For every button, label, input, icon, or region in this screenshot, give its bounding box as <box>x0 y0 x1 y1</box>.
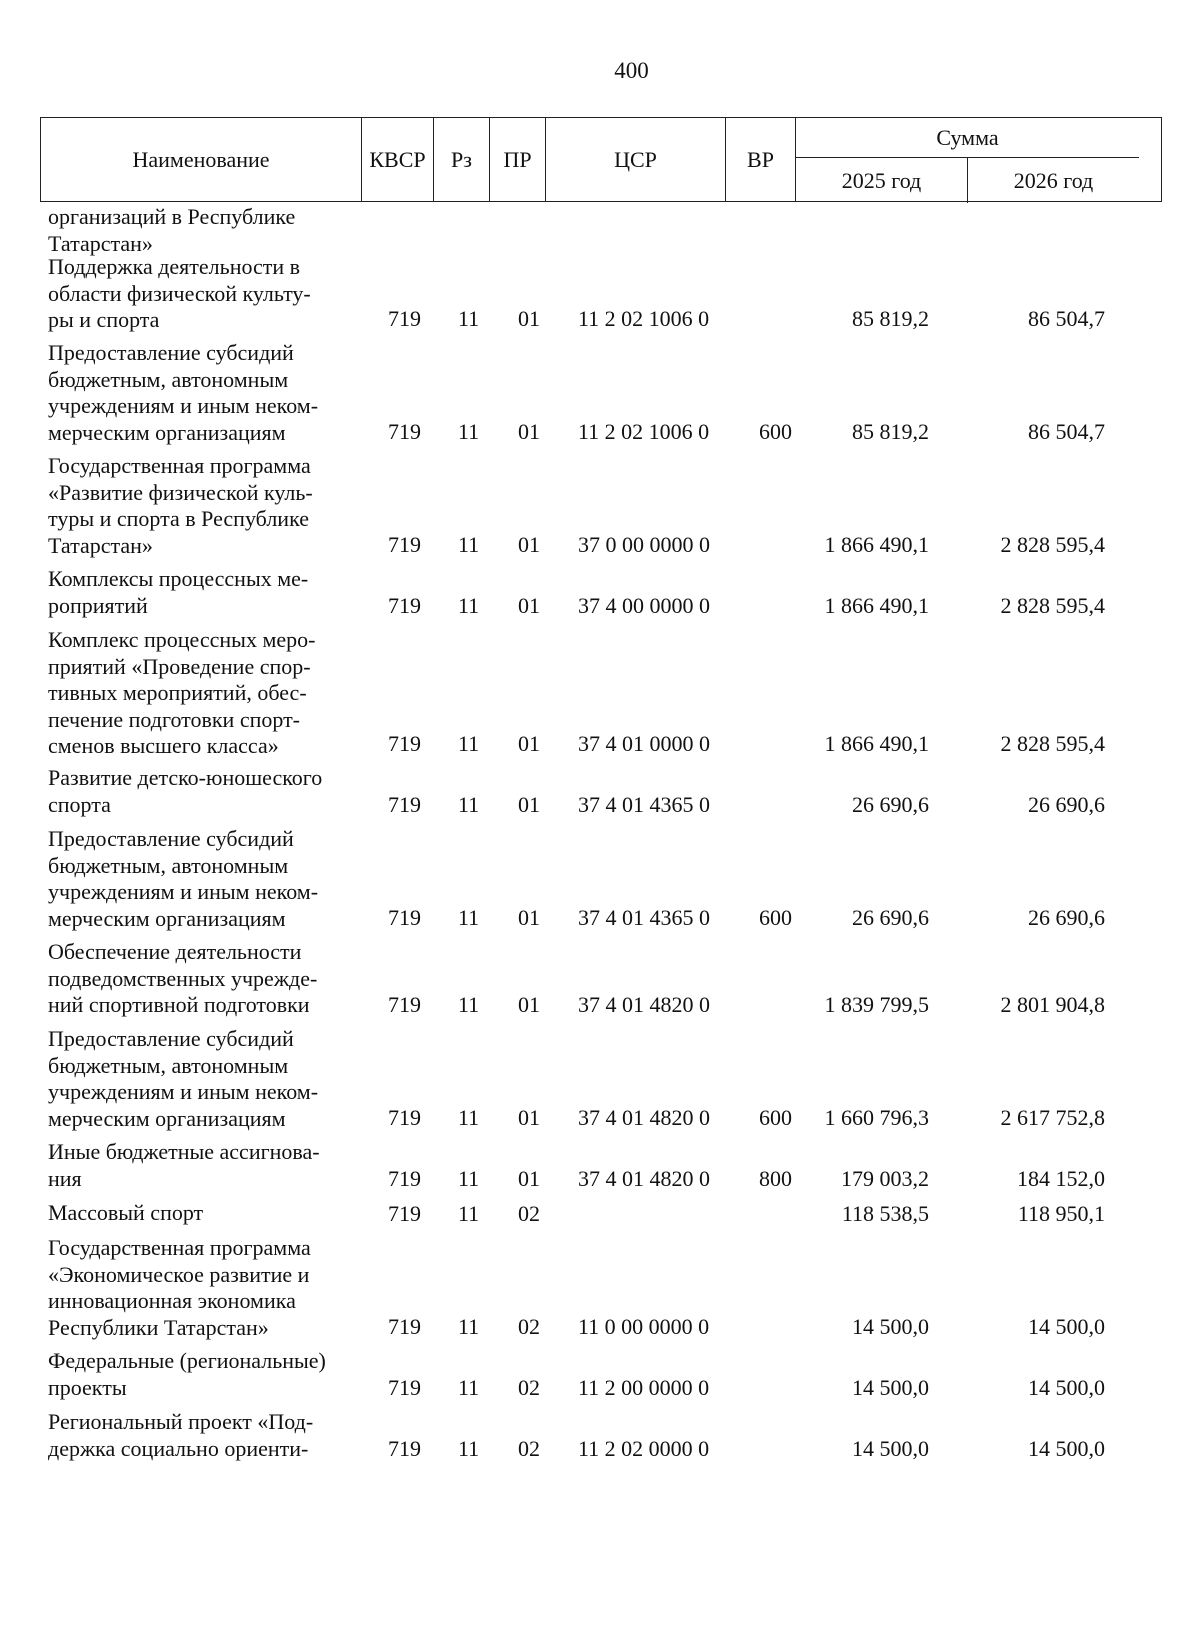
row-name: Комплексы процессных ме- роприятий <box>48 566 309 618</box>
header-sum-block <box>796 118 1139 201</box>
row-sum-2026: 26 690,6 <box>1028 904 1105 930</box>
row-kvsr: 719 <box>388 1374 421 1400</box>
row-vr: 600 <box>759 1104 792 1130</box>
row-sum-2026: 14 500,0 <box>1028 1313 1105 1339</box>
table-row <box>0 627 1200 765</box>
row-sum-2025: 1 866 490,1 <box>824 730 929 756</box>
row-rz: 11 <box>458 1435 480 1461</box>
row-sum-2025: 1 866 490,1 <box>824 592 929 618</box>
page-number: 400 <box>614 58 649 83</box>
row-kvsr: 719 <box>388 1104 421 1130</box>
row-name: Предоставление субсидий бюджетным, автономным учреждениям и иным неком- мерческим организациям <box>48 340 319 445</box>
row-sum-2026: 86 504,7 <box>1028 305 1105 331</box>
row-pr: 01 <box>518 1165 540 1191</box>
row-kvsr: 719 <box>388 904 421 930</box>
row-rz: 11 <box>458 418 480 444</box>
table-row <box>0 1409 1200 1470</box>
table-row <box>0 826 1200 939</box>
row-kvsr: 719 <box>388 1313 421 1339</box>
row-pr: 02 <box>518 1374 540 1400</box>
row-pr: 01 <box>518 305 540 331</box>
row-rz: 11 <box>458 1165 480 1191</box>
row-kvsr: 719 <box>388 1200 421 1226</box>
row-kvsr: 719 <box>388 730 421 756</box>
row-sum-2026: 86 504,7 <box>1028 418 1105 444</box>
row-sum-2026: 2 828 595,4 <box>1000 730 1105 756</box>
row-rz: 11 <box>458 991 480 1017</box>
row-sum-2025: 14 500,0 <box>852 1435 929 1461</box>
row-csr: 37 4 01 4820 0 <box>578 1165 710 1191</box>
table-row <box>0 254 1200 340</box>
table-body <box>0 204 1200 1470</box>
row-name: Обеспечение деятельности подведомственных учрежде- ний спортивной подготовки <box>48 939 318 1017</box>
row-sum-2025: 85 819,2 <box>852 305 929 331</box>
row-csr: 37 4 00 0000 0 <box>578 592 710 618</box>
row-vr: 600 <box>759 418 792 444</box>
row-csr: 11 0 00 0000 0 <box>578 1313 710 1339</box>
row-name: Государственная программа «Экономическое развитие и инновационная экономика Республики Татарстан» <box>48 1235 311 1340</box>
row-name: Развитие детско-юношеского спорта <box>48 765 323 817</box>
header-vr: ВР <box>726 118 796 201</box>
row-sum-2026: 26 690,6 <box>1028 791 1105 817</box>
row-sum-2025: 1 866 490,1 <box>824 531 929 557</box>
header-year-2025: 2025 год <box>796 158 968 203</box>
row-kvsr: 719 <box>388 592 421 618</box>
row-sum-2026: 14 500,0 <box>1028 1435 1105 1461</box>
row-pr: 02 <box>518 1435 540 1461</box>
header-csr: ЦСР <box>546 118 726 201</box>
row-csr: 11 2 02 1006 0 <box>578 418 710 444</box>
row-sum-2025: 26 690,6 <box>852 791 929 817</box>
row-rz: 11 <box>458 791 480 817</box>
table-row <box>0 1139 1200 1200</box>
row-sum-2026: 2 617 752,8 <box>1000 1104 1105 1130</box>
row-csr: 11 2 00 0000 0 <box>578 1374 710 1400</box>
row-csr: 11 2 02 0000 0 <box>578 1435 710 1461</box>
row-vr: 600 <box>759 904 792 930</box>
row-kvsr: 719 <box>388 991 421 1017</box>
table-row <box>0 453 1200 566</box>
row-name: Региональный проект «Под- держка социально ориенти- <box>48 1409 314 1461</box>
row-kvsr: 719 <box>388 531 421 557</box>
row-sum-2025: 118 538,5 <box>841 1200 929 1226</box>
row-kvsr: 719 <box>388 305 421 331</box>
table-row <box>0 1026 1200 1139</box>
row-rz: 11 <box>458 1313 480 1339</box>
header-name: Наименование <box>41 118 362 201</box>
row-sum-2026: 118 950,1 <box>1017 1200 1105 1226</box>
row-sum-2025: 14 500,0 <box>852 1374 929 1400</box>
row-pr: 01 <box>518 592 540 618</box>
row-kvsr: 719 <box>388 418 421 444</box>
row-rz: 11 <box>458 1200 480 1226</box>
header-kvsr: КВСР <box>362 118 434 201</box>
row-pr: 02 <box>518 1200 540 1226</box>
row-kvsr: 719 <box>388 1435 421 1461</box>
row-name: Предоставление субсидий бюджетным, автономным учреждениям и иным неком- мерческим организациям <box>48 1026 319 1131</box>
table-row <box>0 204 1200 254</box>
row-sum-2026: 2 828 595,4 <box>1000 592 1105 618</box>
table-row <box>0 1200 1200 1235</box>
row-name: Государственная программа «Развитие физической куль- туры и спорта в Республике Татарстан» <box>48 453 313 558</box>
row-csr: 37 4 01 4365 0 <box>578 904 710 930</box>
row-csr: 37 4 01 0000 0 <box>578 730 710 756</box>
row-rz: 11 <box>458 730 480 756</box>
header-pr: ПР <box>490 118 546 201</box>
table-row <box>0 340 1200 453</box>
row-name: Иные бюджетные ассигнова- ния <box>48 1139 320 1191</box>
table-row <box>0 1348 1200 1409</box>
row-pr: 01 <box>518 730 540 756</box>
row-sum-2026: 2 801 904,8 <box>1000 991 1105 1017</box>
table-row <box>0 566 1200 627</box>
row-name: Массовый спорт <box>48 1200 204 1225</box>
row-kvsr: 719 <box>388 791 421 817</box>
row-name: Предоставление субсидий бюджетным, автономным учреждениям и иным неком- мерческим организациям <box>48 826 319 931</box>
row-pr: 02 <box>518 1313 540 1339</box>
row-pr: 01 <box>518 418 540 444</box>
row-sum-2025: 1 839 799,5 <box>824 991 929 1017</box>
row-csr: 37 4 01 4820 0 <box>578 991 710 1017</box>
table-row <box>0 1235 1200 1348</box>
row-sum-2025: 85 819,2 <box>852 418 929 444</box>
row-rz: 11 <box>458 305 480 331</box>
row-rz: 11 <box>458 531 480 557</box>
row-name: организаций в Республике Татарстан» <box>48 204 296 256</box>
row-sum-2026: 2 828 595,4 <box>1000 531 1105 557</box>
header-sum: Сумма <box>796 118 1139 158</box>
row-pr: 01 <box>518 791 540 817</box>
row-csr: 37 4 01 4820 0 <box>578 1104 710 1130</box>
row-csr: 11 2 02 1006 0 <box>578 305 710 331</box>
row-rz: 11 <box>458 592 480 618</box>
row-rz: 11 <box>458 904 480 930</box>
table-row <box>0 765 1200 826</box>
row-pr: 01 <box>518 531 540 557</box>
row-sum-2026: 14 500,0 <box>1028 1374 1105 1400</box>
row-name: Комплекс процессных меро- приятий «Проведение спор- тивных мероприятий, обес- печение подготовки спорт- сменов высшего класса» <box>48 627 316 758</box>
row-sum-2026: 184 152,0 <box>1017 1165 1105 1191</box>
row-csr: 37 4 01 4365 0 <box>578 791 710 817</box>
header-rz: Рз <box>434 118 490 201</box>
table-row <box>0 939 1200 1026</box>
row-rz: 11 <box>458 1104 480 1130</box>
row-rz: 11 <box>458 1374 480 1400</box>
table-header <box>40 117 1162 202</box>
row-name: Поддержка деятельности в области физической культу- ры и спорта <box>48 254 311 332</box>
row-sum-2025: 179 003,2 <box>841 1165 929 1191</box>
row-vr: 800 <box>759 1165 792 1191</box>
row-pr: 01 <box>518 991 540 1017</box>
row-sum-2025: 26 690,6 <box>852 904 929 930</box>
row-sum-2025: 1 660 796,3 <box>824 1104 929 1130</box>
row-name: Федеральные (региональные) проекты <box>48 1348 326 1400</box>
row-csr: 37 0 00 0000 0 <box>578 531 710 557</box>
row-pr: 01 <box>518 904 540 930</box>
row-sum-2025: 14 500,0 <box>852 1313 929 1339</box>
row-kvsr: 719 <box>388 1165 421 1191</box>
row-pr: 01 <box>518 1104 540 1130</box>
header-year-2026: 2026 год <box>1013 167 1094 193</box>
